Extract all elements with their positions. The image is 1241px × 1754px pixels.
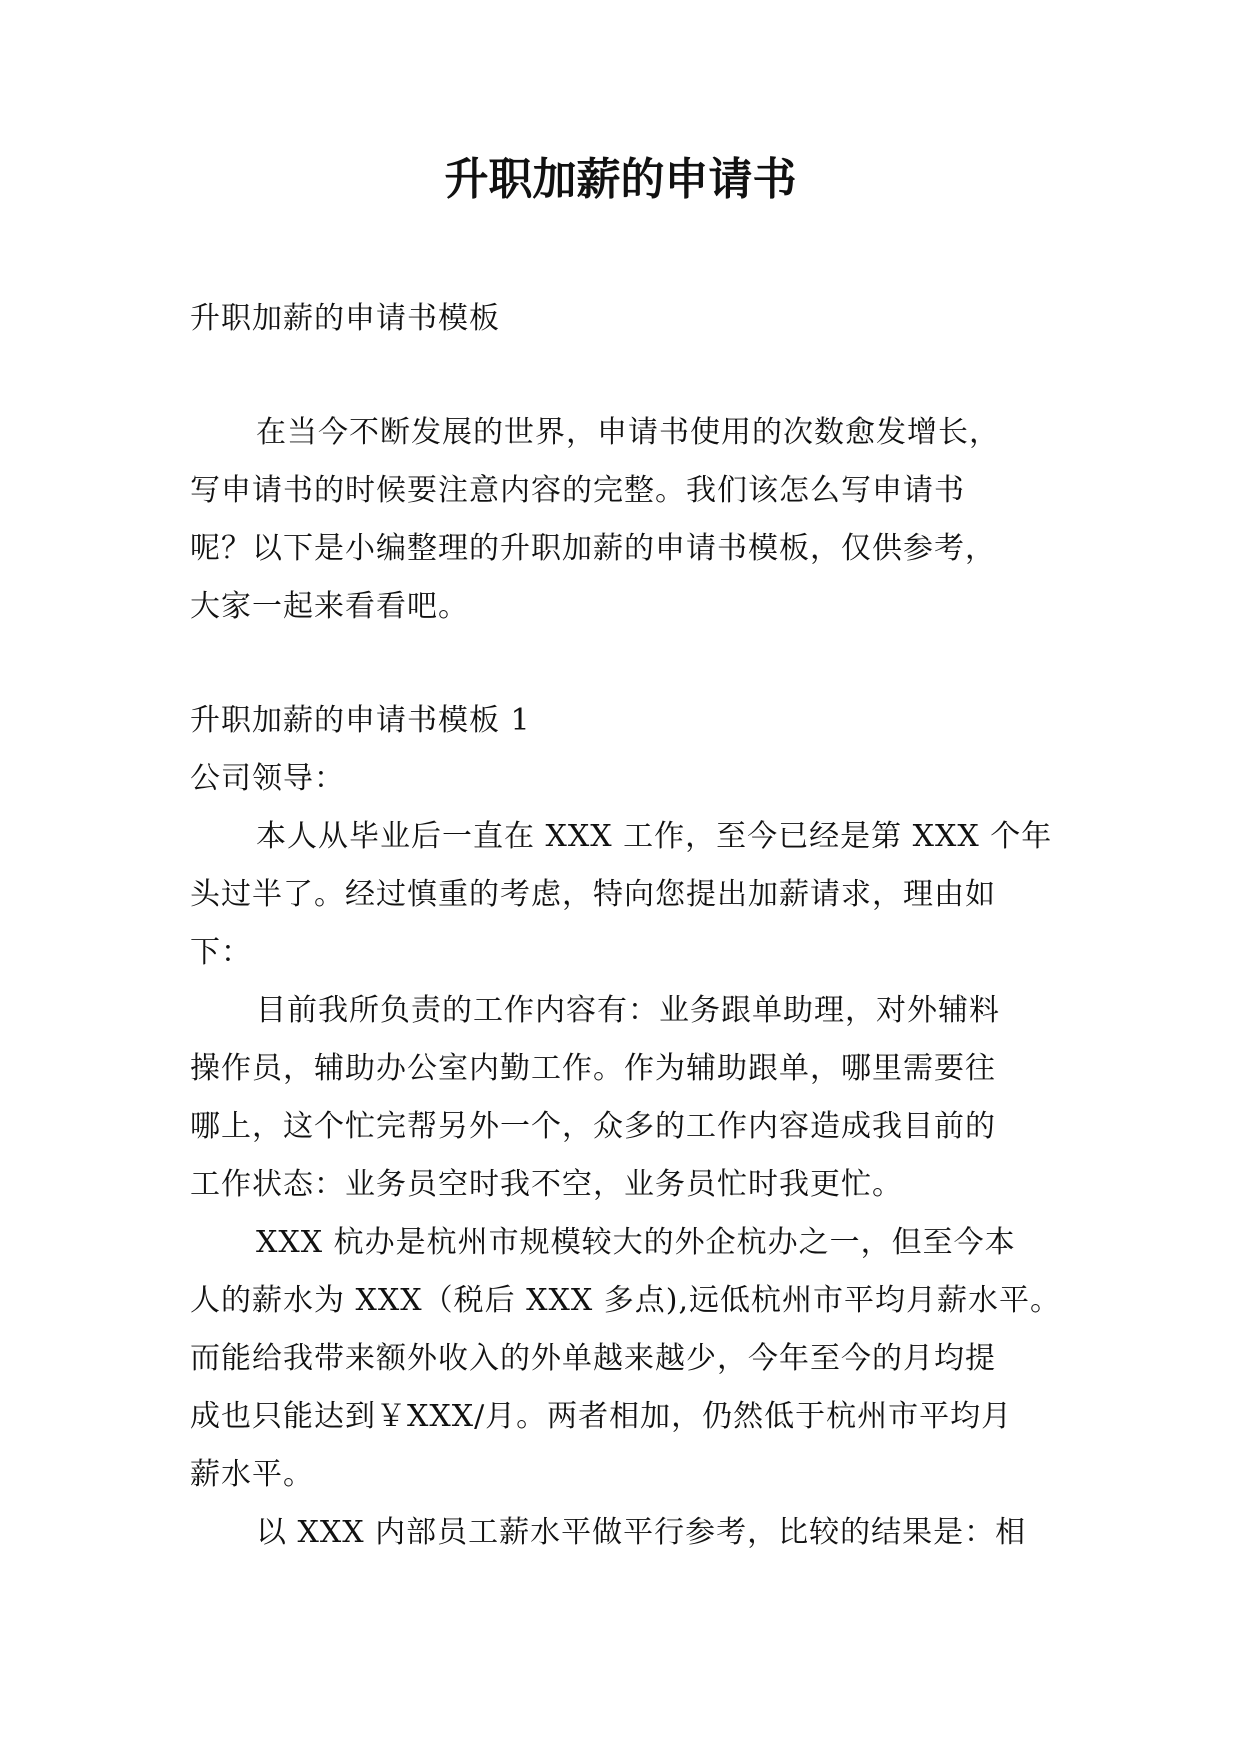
paragraph-line: 哪上，这个忙完帮另外一个，众多的工作内容造成我目前的 [190,1109,996,1144]
intro-paragraph [190,404,1065,636]
subtitle: 升职加薪的申请书模板 [190,301,500,336]
paragraph-line: XXX 杭办是杭州市规模较大的外企杭办之一，但至今本 [256,1225,1016,1260]
salutation: 公司领导： [190,761,345,796]
paragraph-line: 人的薪水为 XXX（税后 XXX 多点),远低杭州市平均月薪水平。 [190,1283,1061,1318]
intro-line: 写申请书的时候要注意内容的完整。我们该怎么写申请书 [190,473,965,508]
intro-line: 呢？以下是小编整理的升职加薪的申请书模板，仅供参考， [190,531,996,566]
paragraph-line: 目前我所负责的工作内容有：业务跟单助理，对外辅料 [256,993,1000,1028]
paragraph-4 [190,1504,1065,1562]
paragraph-line: 工作状态：业务员空时我不空，业务员忙时我更忙。 [190,1167,903,1202]
paragraph-line: 头过半了。经过慎重的考虑，特向您提出加薪请求，理由如 [190,877,996,912]
template-heading: 升职加薪的申请书模板 1 [190,703,531,738]
paragraph-line: 下： [190,935,252,970]
intro-line: 在当今不断发展的世界，申请书使用的次数愈发增长， [256,415,1000,450]
paragraph-line: 以 XXX 内部员工薪水平做平行参考，比较的结果是：相 [256,1515,1027,1550]
document-body [190,290,1065,1562]
intro-line: 大家一起来看看吧。 [190,589,469,624]
paragraph-3 [190,1214,1065,1504]
paragraph-line: 成也只能达到￥XXX/月。两者相加，仍然低于杭州市平均月 [190,1399,1013,1434]
paragraph-1 [190,808,1065,982]
paragraph-2 [190,982,1065,1214]
paragraph-line: 操作员，辅助办公室内勤工作。作为辅助跟单，哪里需要往 [190,1051,996,1086]
paragraph-line: 薪水平。 [190,1457,314,1492]
paragraph-line: 而能给我带来额外收入的外单越来越少，今年至今的月均提 [190,1341,996,1376]
document-title: 升职加薪的申请书 [444,154,797,205]
paragraph-line: 本人从毕业后一直在 XXX 工作，至今已经是第 XXX 个年 [256,819,1053,854]
